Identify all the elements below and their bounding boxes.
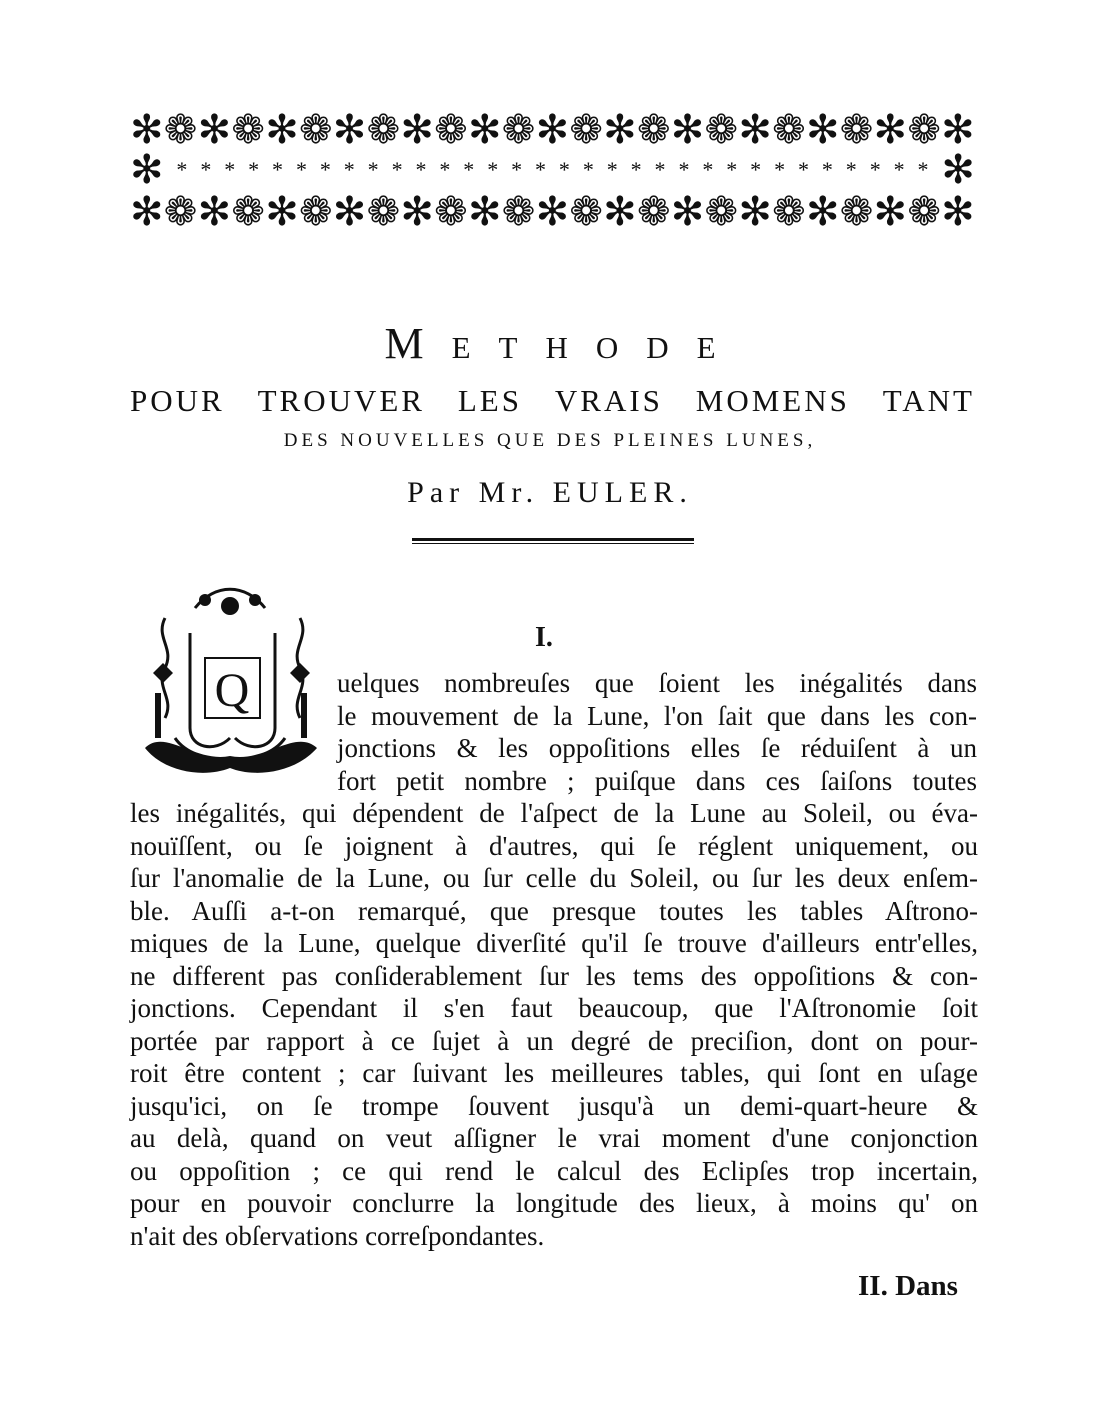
section-number: I. <box>535 622 553 653</box>
ornament-glyph-icon: ✻ <box>738 189 772 234</box>
ornament-row-middle <box>130 147 975 192</box>
ornament-glyph-icon: * <box>582 157 594 182</box>
ornament-glyph-icon: * <box>391 157 403 182</box>
ornament-glyph-icon: * <box>487 157 499 182</box>
ornament-glyph-icon: * <box>224 157 236 182</box>
ornament-glyph-icon: ❁ <box>434 189 468 234</box>
ornament-glyph-icon: * <box>774 157 786 182</box>
ornament-glyph-icon: ❁ <box>163 189 198 234</box>
ornament-glyph-icon: ✻ <box>941 189 975 234</box>
ornament-glyph-icon: ❁ <box>366 189 401 234</box>
ornament-glyph-icon: * <box>248 157 260 182</box>
author-line: Par Mr. EULER. <box>407 476 693 509</box>
ornament-glyph-icon: ✻ <box>535 189 570 234</box>
ornament-glyph-icon: * <box>702 157 714 182</box>
ornament-glyph-icon: * <box>606 157 618 182</box>
ornament-glyph-icon: * <box>272 157 284 182</box>
ornament-glyph-icon: * <box>319 157 331 182</box>
ornament-glyph-icon: * <box>726 157 738 182</box>
ornament-glyph-icon: ✻ <box>467 189 502 234</box>
ornament-glyph-icon: * <box>415 157 427 182</box>
ornament-glyph-icon: ✻ <box>941 107 975 152</box>
text-line: le mouvement de la Lune, l'on ſait que dans les con- <box>337 700 977 731</box>
ornament-glyph-icon: ✻ <box>873 107 908 152</box>
ornament-glyph-icon: * <box>367 157 379 182</box>
ornament-glyph-icon: * <box>678 157 690 182</box>
ornament-glyph-icon: ❁ <box>569 189 603 234</box>
subtitle-word: MOMENS <box>695 383 850 418</box>
ornament-glyph-icon: ✻ <box>130 107 164 152</box>
ornament-glyph-icon: * <box>295 157 307 182</box>
ornament-glyph-icon: * <box>917 157 929 182</box>
ornament-glyph-icon: ✻ <box>130 189 164 234</box>
ornament-glyph-icon: ✻ <box>873 189 908 234</box>
ornament-glyph-icon: ✻ <box>805 189 840 234</box>
text-line: jonctions & les oppoſitions elles ſe réduiſent à un <box>337 733 977 763</box>
text-line: uelques nombreuſes que ſoient les inégalités dans <box>337 668 977 698</box>
ornament-glyph-icon: ✻ <box>941 147 975 192</box>
subtitle-line-1 <box>130 383 975 419</box>
text-line: ſur l'anomalie de la Lune, ou ſur celle du Soleil, ou ſur les deux enſem- <box>130 863 978 893</box>
text-line: miques de la Lune, quelque diverſité qu'il ſe trouve d'ailleurs entr'elles, <box>130 928 978 958</box>
text-line: fort petit nombre ; puiſque dans ces ſaiſons toutes <box>337 765 977 796</box>
text-line: n'ait des obſervations correſpondantes. <box>130 1220 545 1251</box>
ornament-glyph-icon: ❁ <box>569 107 603 152</box>
ornament-glyph-icon: ❁ <box>366 107 401 152</box>
ornament-glyph-icon: ✻ <box>603 189 637 234</box>
subtitle-word: TANT <box>882 383 975 418</box>
ornament-glyph-icon: ✻ <box>603 107 637 152</box>
ornament-glyph-icon: ❁ <box>163 107 198 152</box>
ornament-glyph-icon: ❁ <box>636 189 671 234</box>
ornament-glyph-icon: ✻ <box>265 107 299 152</box>
ornament-glyph-icon: ❁ <box>839 107 874 152</box>
ornament-glyph-icon: ❁ <box>704 189 739 234</box>
page-title: Methode <box>384 319 744 368</box>
ornament-glyph-icon: * <box>343 157 355 182</box>
ornament-row-bottom <box>130 189 975 234</box>
ornament-glyph-icon: ❁ <box>231 189 265 234</box>
ornament-glyph-icon: ❁ <box>298 107 333 152</box>
ornament-glyph-icon: * <box>797 157 809 182</box>
ornament-glyph-icon: ✻ <box>738 107 772 152</box>
text-line: roit être content ; car ſuivant les meilleures tables, qui ſont en uſage <box>130 1058 978 1088</box>
text-line: portée par rapport à ce ſujet à un degré de preciſion, dont on pour- <box>130 1025 978 1056</box>
ornament-glyph-icon: * <box>200 157 212 182</box>
text-line: au delà, quand on veut aſſigner le vrai moment d'une conjonction <box>130 1123 978 1153</box>
ornament-glyph-icon: ❁ <box>298 189 333 234</box>
ornament-glyph-icon: * <box>558 157 570 182</box>
initial-letter: Q <box>214 664 250 717</box>
title-rule-divider <box>412 538 694 544</box>
ornament-glyph-icon: * <box>821 157 833 182</box>
text-line: nouïſſent, ou ſe joignent à d'autres, qui ſe réglent uniquement, ou <box>130 830 978 861</box>
ornament-glyph-icon: ❁ <box>501 189 536 234</box>
ornament-glyph-icon: ✻ <box>400 189 434 234</box>
ornament-glyph-icon: * <box>535 157 547 182</box>
text-line: jonctions. Cependant il s'en faut beaucoup, que l'Aſtronomie ſoit <box>130 993 978 1023</box>
ornament-glyph-icon: * <box>893 157 905 182</box>
subtitle-word: VRAIS <box>554 383 663 418</box>
ornament-glyph-icon: * <box>511 157 523 182</box>
subtitle-word: POUR <box>130 383 225 418</box>
subtitle-word: LES <box>457 383 522 418</box>
subtitle-line-2: DES NOUVELLES QUE DES PLEINES LUNES, <box>283 430 817 451</box>
ornament-glyph-icon: * <box>750 157 762 182</box>
text-line: ble. Auſſi a-t-on remarqué, que presque toutes les tables Aſtrono- <box>130 895 978 926</box>
paragraph-full-lines <box>130 797 978 1252</box>
ornament-glyph-icon: ✻ <box>535 107 570 152</box>
ornament-glyph-icon: * <box>463 157 475 182</box>
subtitle-word: TROUVER <box>257 383 425 418</box>
ornament-glyph-icon: * <box>654 157 666 182</box>
paragraph-indented-lines <box>337 667 977 797</box>
text-line: pour en pouvoir conclurre la longitude des lieux, à moins qu' on <box>130 1188 978 1218</box>
ornament-glyph-icon: ❁ <box>501 107 536 152</box>
catchword: II. Dans <box>858 1270 958 1302</box>
ornament-glyph-icon: ❁ <box>772 107 806 152</box>
ornament-glyph-icon: * <box>439 157 451 182</box>
ornament-glyph-icon: ❁ <box>907 107 941 152</box>
ornament-glyph-icon: ✻ <box>467 107 502 152</box>
ornament-glyph-icon: ✻ <box>265 189 299 234</box>
ornament-glyph-icon: ❁ <box>434 107 468 152</box>
ornament-glyph-icon: ✻ <box>332 189 367 234</box>
ornament-glyph-icon: ❁ <box>636 107 671 152</box>
ornament-glyph-icon: * <box>869 157 881 182</box>
text-line: jusqu'ici, on ſe trompe ſouvent jusqu'à un demi-quart-heure & <box>130 1090 978 1121</box>
text-line: les inégalités, qui dépendent de l'aſpect de la Lune au Soleil, ou éva- <box>130 798 978 828</box>
ornament-glyph-icon: ✻ <box>805 107 840 152</box>
ornament-glyph-icon: ✻ <box>197 107 232 152</box>
ornament-glyph-icon: ✻ <box>332 107 367 152</box>
ornament-glyph-icon: ❁ <box>772 189 806 234</box>
ornament-row-top <box>130 107 975 152</box>
ornament-glyph-icon: ✻ <box>400 107 434 152</box>
ornament-glyph-icon: ❁ <box>704 107 739 152</box>
text-line: ne different pas conſiderablement ſur les tems des oppoſitions & con- <box>130 960 978 991</box>
ornament-glyph-icon: ✻ <box>670 189 705 234</box>
ornament-glyph-icon: ✻ <box>670 107 705 152</box>
ornament-glyph-icon: ✻ <box>130 147 164 192</box>
ornament-glyph-icon: ❁ <box>231 107 265 152</box>
decorated-initial-icon <box>135 578 327 778</box>
ornament-glyph-icon: ✻ <box>197 189 232 234</box>
ornament-glyph-icon: * <box>845 157 857 182</box>
ornament-glyph-icon: * <box>630 157 642 182</box>
ornament-glyph-icon: ❁ <box>907 189 941 234</box>
ornament-glyph-icon: * <box>176 157 188 182</box>
ornament-glyph-icon: ❁ <box>839 189 874 234</box>
text-line: ou oppoſition ; ce qui rend le calcul des Eclipſes trop incertain, <box>130 1155 978 1186</box>
